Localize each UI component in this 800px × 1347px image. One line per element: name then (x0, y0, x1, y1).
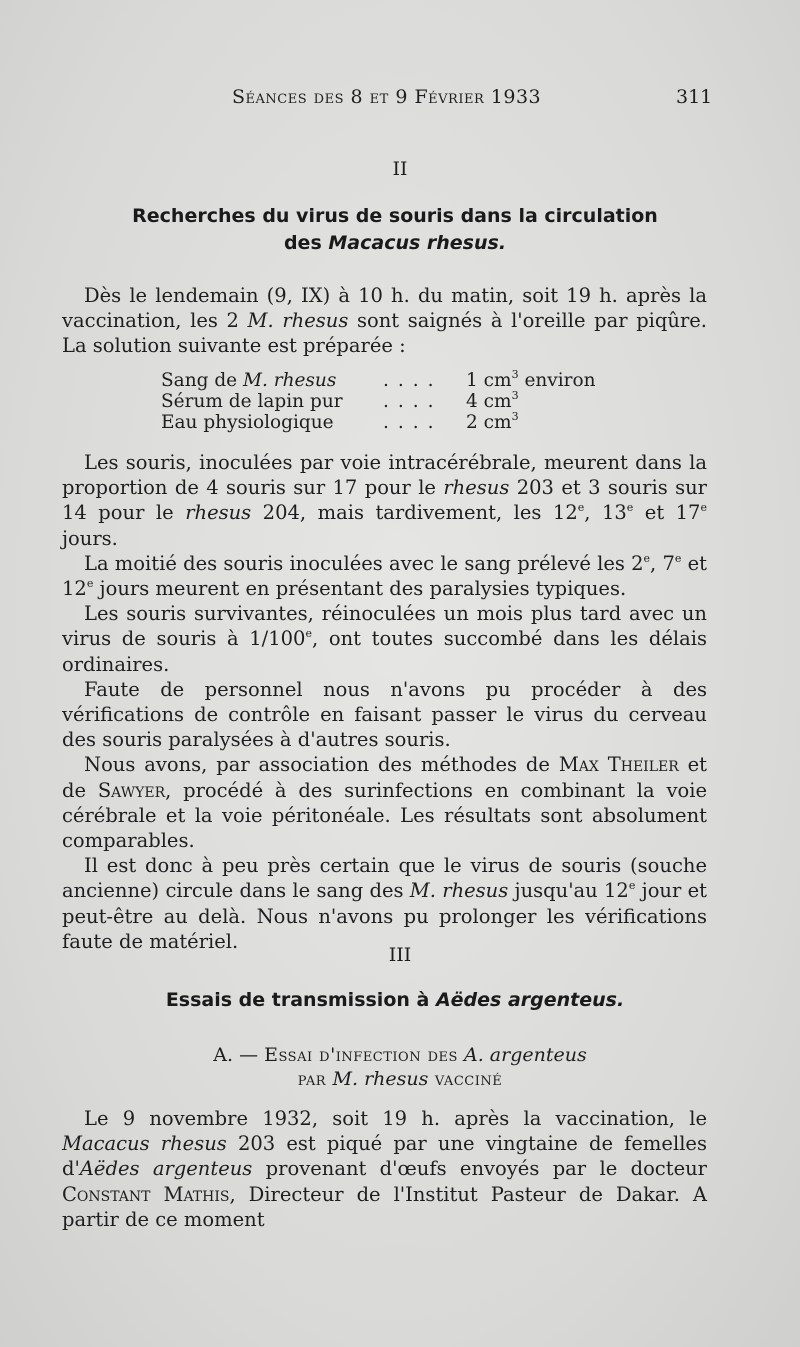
paragraph-conclusion: Il est donc à peu près certain que le virus de souris (souche ancienne) circule dans le sang des M. rhesus jusqu'au 12e jour et peut-être au delà. Nous n'avons pu prolonger les vérifications faute de matériel. (62, 854, 707, 953)
section-ii-title-line2 (60, 230, 730, 257)
title-prefix: des (283, 232, 329, 254)
text-run: sont saignés à l'oreille par piqûre. La solution suivante est préparée : (62, 309, 708, 358)
title-species: Macacus rhesus. (328, 232, 507, 254)
section-ii-title-line1: Recherches du virus de souris dans la circulation (132, 205, 658, 227)
paragraph-half-mice: La moitié des souris inoculées avec le sang prélevé les 2e, 7e et 12e jours meurent en présentant des paralysies typiques. (62, 551, 707, 601)
section-iii-title: Essais de transmission à Aëdes argenteus. (165, 989, 625, 1011)
results-body (62, 450, 707, 954)
recipe-label: Eau physiologique (161, 412, 334, 433)
paragraph-methods: Nous avons, par association des méthodes de Max Theiler et de Sawyer, procédé à des surinfections en combinant la voie cérébrale et la voie péritonéale. Les résultats sont absolument comparables. (62, 753, 707, 853)
running-title: Séances des 8 et 9 Février 1933 (232, 86, 542, 108)
paragraph-survivors: Les souris survivantes, réinoculées un mois plus tard avec un virus de souris à 1/100e, ont toutes succombé dans les délais ordinaires. (62, 602, 707, 676)
leader-dots: .... (383, 391, 443, 412)
subsection-a-line2: par M. rhesus vacciné (297, 1068, 503, 1090)
recipe-label: Sang de M. rhesus (161, 370, 337, 391)
subsection-a-body (62, 1106, 707, 1232)
paragraph-personnel: Faute de personnel nous n'avons pu procéder à des vérifications de contrôle en faisant passer le virus du cerveau des souris paralysées à d'autres souris. (62, 677, 707, 752)
section-ii-title (60, 203, 730, 257)
recipe-row (161, 391, 631, 412)
recipe-value: 1 $cm^3$ environ (466, 368, 596, 391)
page-number: 311 (676, 86, 713, 108)
solution-recipe (161, 370, 631, 433)
section-numeral-ii: II (392, 158, 408, 180)
subsection-a-title (0, 1043, 800, 1091)
paragraph-mortality: Les souris, inoculées par voie intracérébrale, meurent dans la proportion de 4 souris sur 17 pour le rhesus 203 et 3 souris sur 14 pour le rhesus 204, mais tardivement, les 12e, 13e et 17e jours. (62, 451, 707, 550)
page-header (0, 86, 800, 116)
paragraph-mosquitoes: Le 9 novembre 1932, soit 19 h. après la vaccination, le Macacus rhesus 203 est piqué par une vingtaine de femelles d'Aëdes argenteus provenant d'œufs envoyés par le docteur Constant Mathis, Directeur de l'Institut Pasteur de Dakar. A partir de ce moment (62, 1107, 708, 1231)
species-name: M. rhesus (247, 309, 349, 333)
subsection-a-line1: A. — Essai d'infection des A. argenteus (213, 1044, 587, 1066)
section-numeral-iii: III (388, 944, 412, 966)
recipe-label: Sérum de lapin pur (161, 391, 343, 412)
text-run: Dès le lendemain (9, IX) à 10 h. du matin, soit 19 h. après la vaccination, les 2 (62, 284, 707, 333)
recipe-row (161, 370, 631, 391)
leader-dots: .... (383, 412, 443, 433)
recipe-value: 4 $cm^3$ (466, 389, 519, 412)
recipe-value: 2 $cm^3$ (466, 410, 519, 433)
intro-paragraph (62, 283, 707, 359)
leader-dots: .... (383, 370, 443, 391)
recipe-row (161, 412, 631, 433)
